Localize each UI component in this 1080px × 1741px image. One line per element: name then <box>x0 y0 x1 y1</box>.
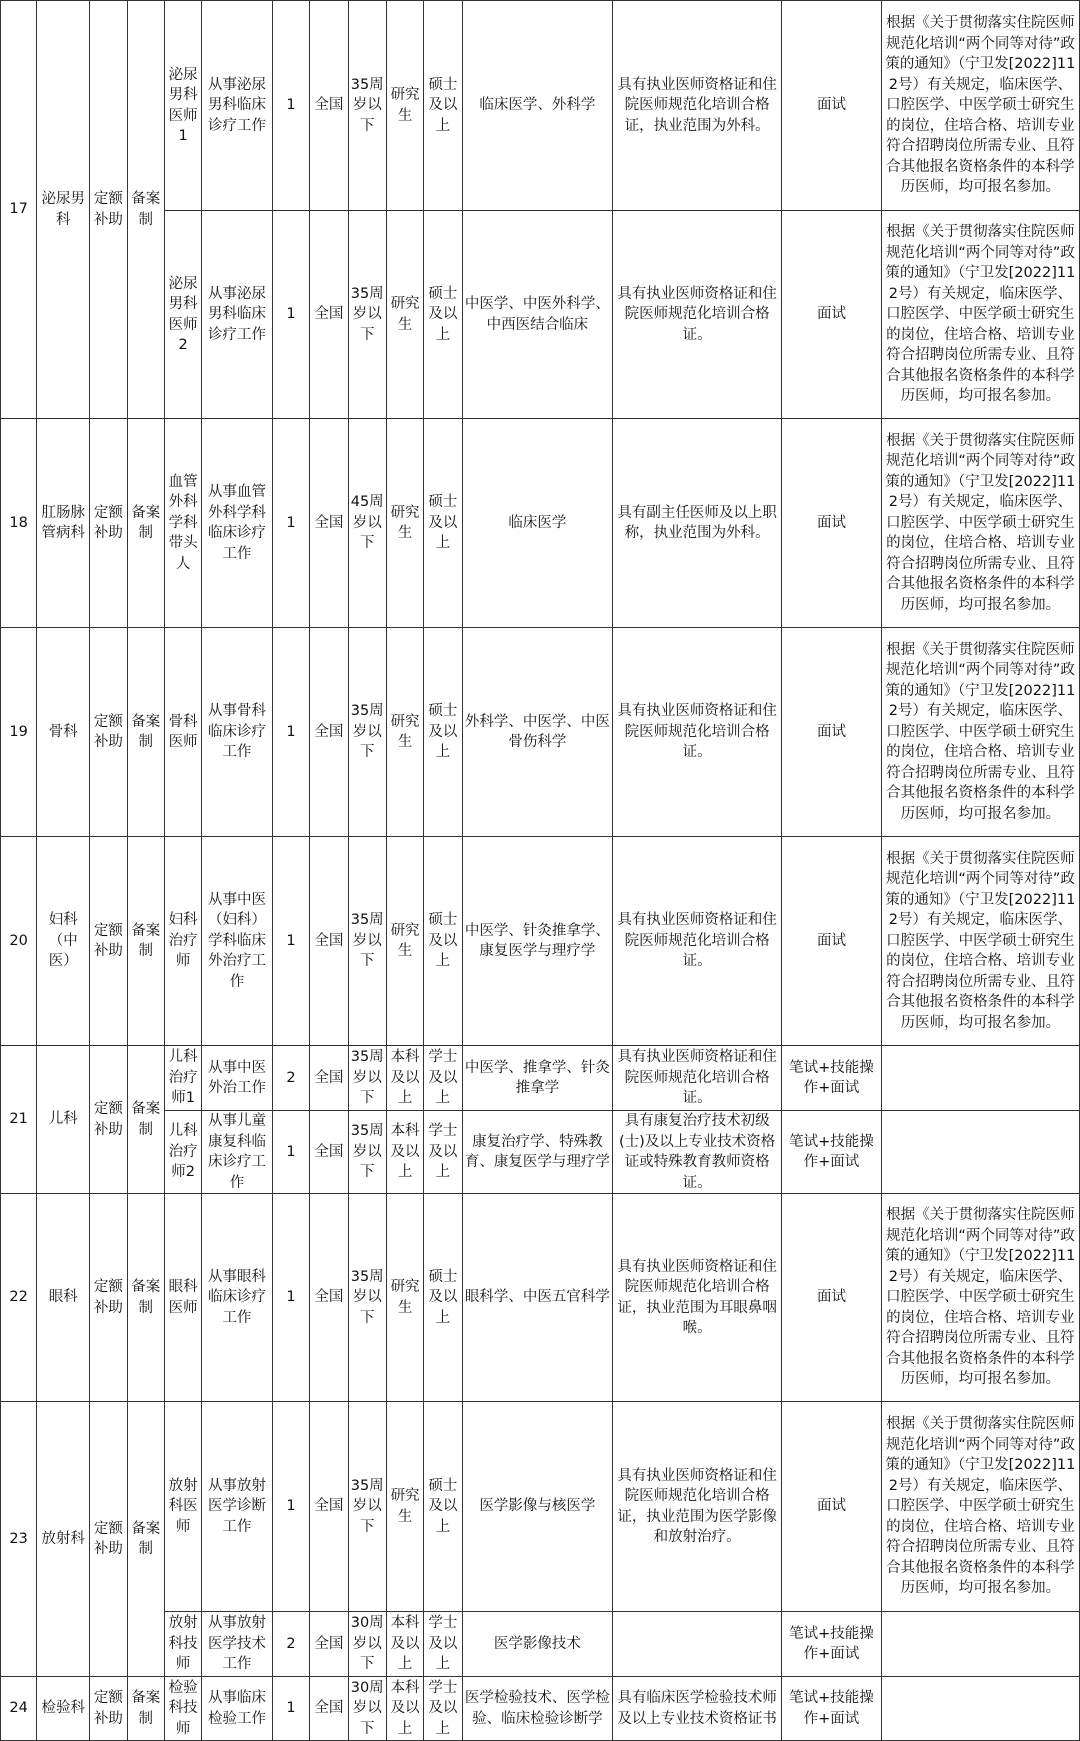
requirements-cell: 具有执业医师资格证和住院医师规范化培训合格证。 <box>613 1046 782 1111</box>
age-limit-cell: 35周岁以下 <box>348 1402 386 1612</box>
serial-number-cell: 18 <box>1 419 37 628</box>
serial-number-cell: 19 <box>1 628 37 837</box>
degree-cell: 学士及以上 <box>424 1046 462 1111</box>
duty-cell: 从事儿童康复科临床诊疗工作 <box>202 1111 273 1194</box>
table-body <box>1 1 1080 1741</box>
recruit-scope-cell: 全国 <box>310 1402 348 1612</box>
remarks-cell <box>881 1111 1079 1194</box>
post-name-cell: 儿科治疗师2 <box>164 1111 201 1194</box>
remarks-cell: 根据《关于贯彻落实住院医师规范化培训“两个同等对待”政策的通知》（宁卫发[2022]112号）有关规定，临床医学、口腔医学、中医学硕士研究生的岗位，住培合格、培训专业符合招聘岗位所需专业、且符合其他报名资格条件的本科学历医师，均可报名参加。 <box>881 1402 1079 1612</box>
age-limit-cell: 35周岁以下 <box>348 1 386 211</box>
serial-number-cell: 20 <box>1 837 37 1046</box>
age-limit-cell: 30周岁以下 <box>348 1612 386 1677</box>
major-cell: 临床医学、外科学 <box>462 1 612 211</box>
headcount-cell: 2 <box>272 1046 309 1111</box>
staffing-type-cell: 备案制 <box>127 1677 164 1741</box>
degree-cell: 硕士及以上 <box>424 1194 462 1402</box>
remarks-cell: 根据《关于贯彻落实住院医师规范化培训“两个同等对待”政策的通知》（宁卫发[2022]112号）有关规定，临床医学、口腔医学、中医学硕士研究生的岗位，住培合格、培训专业符合招聘岗位所需专业、且符合其他报名资格条件的本科学历医师，均可报名参加。 <box>881 837 1079 1046</box>
requirements-cell: 具有执业医师资格证和住院医师规范化培训合格证，执业范围为外科。 <box>613 1 782 211</box>
duty-cell: 从事泌尿男科临床诊疗工作 <box>202 1 273 211</box>
recruit-scope-cell: 全国 <box>310 1194 348 1402</box>
post-name-cell: 放射科技师 <box>164 1612 201 1677</box>
recruit-scope-cell: 全国 <box>310 1612 348 1677</box>
duty-cell: 从事血管外科学科临床诊疗工作 <box>202 419 273 628</box>
headcount-cell: 1 <box>272 1677 309 1741</box>
duty-cell: 从事泌尿男科临床诊疗工作 <box>202 211 273 419</box>
age-limit-cell: 35周岁以下 <box>348 1111 386 1194</box>
funding-type-cell: 定额补助 <box>90 1402 127 1677</box>
major-cell: 康复治疗学、特殊教育、康复医学与理疗学 <box>462 1111 612 1194</box>
age-limit-cell: 30周岁以下 <box>348 1677 386 1741</box>
serial-number-cell: 21 <box>1 1046 37 1194</box>
recruit-scope-cell: 全国 <box>310 1677 348 1741</box>
requirements-cell <box>613 1612 782 1677</box>
department-cell: 检验科 <box>37 1677 90 1741</box>
major-cell: 医学影像技术 <box>462 1612 612 1677</box>
exam-method-cell: 笔试+技能操作+面试 <box>782 1111 882 1194</box>
funding-type-cell: 定额补助 <box>90 419 127 628</box>
education-cell: 研究生 <box>386 1194 423 1402</box>
remarks-cell: 根据《关于贯彻落实住院医师规范化培训“两个同等对待”政策的通知》（宁卫发[2022]112号）有关规定，临床医学、口腔医学、中医学硕士研究生的岗位，住培合格、培训专业符合招聘岗位所需专业、且符合其他报名资格条件的本科学历医师，均可报名参加。 <box>881 419 1079 628</box>
age-limit-cell: 35周岁以下 <box>348 1046 386 1111</box>
serial-number-cell: 23 <box>1 1402 37 1677</box>
recruit-scope-cell: 全国 <box>310 837 348 1046</box>
remarks-cell <box>881 1612 1079 1677</box>
exam-method-cell: 面试 <box>782 1402 882 1612</box>
recruit-scope-cell: 全国 <box>310 1111 348 1194</box>
education-cell: 本科及以上 <box>386 1111 423 1194</box>
remarks-cell <box>881 1046 1079 1111</box>
department-cell: 儿科 <box>37 1046 90 1194</box>
requirements-cell: 具有执业医师资格证和住院医师规范化培训合格证。 <box>613 628 782 837</box>
recruit-scope-cell: 全国 <box>310 211 348 419</box>
major-cell: 医学影像与核医学 <box>462 1402 612 1612</box>
post-name-cell: 眼科医师 <box>164 1194 201 1402</box>
duty-cell: 从事临床检验工作 <box>202 1677 273 1741</box>
serial-number-cell: 17 <box>1 1 37 419</box>
headcount-cell: 1 <box>272 1402 309 1612</box>
education-cell: 本科及以上 <box>386 1046 423 1111</box>
major-cell: 医学检验技术、医学检验、临床检验诊断学 <box>462 1677 612 1741</box>
department-cell: 泌尿男科 <box>37 1 90 419</box>
serial-number-cell: 22 <box>1 1194 37 1402</box>
requirements-cell: 具有康复治疗技术初级(士)及以上专业技术资格证或特殊教育教师资格证。 <box>613 1111 782 1194</box>
remarks-cell: 根据《关于贯彻落实住院医师规范化培训“两个同等对待”政策的通知》（宁卫发[2022]112号）有关规定，临床医学、口腔医学、中医学硕士研究生的岗位，住培合格、培训专业符合招聘岗位所需专业、且符合其他报名资格条件的本科学历医师，均可报名参加。 <box>881 1194 1079 1402</box>
table-row <box>1 1194 1080 1402</box>
department-cell: 妇科（中医） <box>37 837 90 1046</box>
department-cell: 眼科 <box>37 1194 90 1402</box>
headcount-cell: 1 <box>272 1111 309 1194</box>
exam-method-cell: 面试 <box>782 837 882 1046</box>
age-limit-cell: 35周岁以下 <box>348 628 386 837</box>
requirements-cell: 具有副主任医师及以上职称，执业范围为外科。 <box>613 419 782 628</box>
requirements-cell: 具有执业医师资格证和住院医师规范化培训合格证，执业范围为耳眼鼻咽喉。 <box>613 1194 782 1402</box>
major-cell: 中医学、中医外科学、中西医结合临床 <box>462 211 612 419</box>
staffing-type-cell: 备案制 <box>127 1046 164 1194</box>
exam-method-cell: 面试 <box>782 419 882 628</box>
recruit-scope-cell: 全国 <box>310 628 348 837</box>
department-cell: 肛肠脉管病科 <box>37 419 90 628</box>
degree-cell: 学士及以上 <box>424 1612 462 1677</box>
post-name-cell: 泌尿男科医师2 <box>164 211 201 419</box>
education-cell: 本科及以上 <box>386 1677 423 1741</box>
headcount-cell: 1 <box>272 211 309 419</box>
remarks-cell: 根据《关于贯彻落实住院医师规范化培训“两个同等对待”政策的通知》（宁卫发[2022]112号）有关规定，临床医学、口腔医学、中医学硕士研究生的岗位，住培合格、培训专业符合招聘岗位所需专业、且符合其他报名资格条件的本科学历医师，均可报名参加。 <box>881 1 1079 211</box>
degree-cell: 学士及以上 <box>424 1677 462 1741</box>
degree-cell: 硕士及以上 <box>424 1402 462 1612</box>
degree-cell: 硕士及以上 <box>424 211 462 419</box>
staffing-type-cell: 备案制 <box>127 1194 164 1402</box>
major-cell: 中医学、针灸推拿学、康复医学与理疗学 <box>462 837 612 1046</box>
degree-cell: 学士及以上 <box>424 1111 462 1194</box>
education-cell: 研究生 <box>386 837 423 1046</box>
major-cell: 临床医学 <box>462 419 612 628</box>
funding-type-cell: 定额补助 <box>90 1 127 419</box>
post-name-cell: 妇科治疗师 <box>164 837 201 1046</box>
exam-method-cell: 面试 <box>782 1194 882 1402</box>
headcount-cell: 1 <box>272 628 309 837</box>
requirements-cell: 具有临床医学检验技术师及以上专业技术资格证书 <box>613 1677 782 1741</box>
major-cell: 眼科学、中医五官科学 <box>462 1194 612 1402</box>
exam-method-cell: 笔试+技能操作+面试 <box>782 1046 882 1111</box>
funding-type-cell: 定额补助 <box>90 1194 127 1402</box>
headcount-cell: 1 <box>272 419 309 628</box>
education-cell: 研究生 <box>386 628 423 837</box>
staffing-type-cell: 备案制 <box>127 1 164 419</box>
headcount-cell: 1 <box>272 837 309 1046</box>
table-row <box>1 837 1080 1046</box>
remarks-cell: 根据《关于贯彻落实住院医师规范化培训“两个同等对待”政策的通知》（宁卫发[2022]112号）有关规定，临床医学、口腔医学、中医学硕士研究生的岗位，住培合格、培训专业符合招聘岗位所需专业、且符合其他报名资格条件的本科学历医师，均可报名参加。 <box>881 628 1079 837</box>
degree-cell: 硕士及以上 <box>424 1 462 211</box>
funding-type-cell: 定额补助 <box>90 1046 127 1194</box>
exam-method-cell: 面试 <box>782 628 882 837</box>
degree-cell: 硕士及以上 <box>424 837 462 1046</box>
exam-method-cell: 笔试+技能操作+面试 <box>782 1677 882 1741</box>
table-row <box>1 628 1080 837</box>
age-limit-cell: 35周岁以下 <box>348 837 386 1046</box>
headcount-cell: 1 <box>272 1 309 211</box>
table-row <box>1 1677 1080 1741</box>
table-row <box>1 1402 1080 1612</box>
staffing-type-cell: 备案制 <box>127 837 164 1046</box>
major-cell: 外科学、中医学、中医骨伤科学 <box>462 628 612 837</box>
remarks-cell: 根据《关于贯彻落实住院医师规范化培训“两个同等对待”政策的通知》（宁卫发[2022]112号）有关规定，临床医学、口腔医学、中医学硕士研究生的岗位，住培合格、培训专业符合招聘岗位所需专业、且符合其他报名资格条件的本科学历医师，均可报名参加。 <box>881 211 1079 419</box>
degree-cell: 硕士及以上 <box>424 419 462 628</box>
duty-cell: 从事骨科临床诊疗工作 <box>202 628 273 837</box>
recruit-scope-cell: 全国 <box>310 419 348 628</box>
education-cell: 研究生 <box>386 211 423 419</box>
duty-cell: 从事放射医学诊断工作 <box>202 1402 273 1612</box>
recruit-scope-cell: 全国 <box>310 1 348 211</box>
duty-cell: 从事眼科临床诊疗工作 <box>202 1194 273 1402</box>
duty-cell: 从事中医（妇科）学科临床外治疗工作 <box>202 837 273 1046</box>
degree-cell: 硕士及以上 <box>424 628 462 837</box>
funding-type-cell: 定额补助 <box>90 1677 127 1741</box>
post-name-cell: 血管外科学科带头人 <box>164 419 201 628</box>
remarks-cell <box>881 1677 1079 1741</box>
staffing-type-cell: 备案制 <box>127 628 164 837</box>
post-name-cell: 检验科技师 <box>164 1677 201 1741</box>
staffing-type-cell: 备案制 <box>127 419 164 628</box>
major-cell: 中医学、推拿学、针灸推拿学 <box>462 1046 612 1111</box>
age-limit-cell: 35周岁以下 <box>348 211 386 419</box>
requirements-cell: 具有执业医师资格证和住院医师规范化培训合格证。 <box>613 211 782 419</box>
table-row <box>1 1046 1080 1111</box>
education-cell: 研究生 <box>386 1 423 211</box>
staffing-type-cell: 备案制 <box>127 1402 164 1677</box>
post-name-cell: 放射科医师 <box>164 1402 201 1612</box>
funding-type-cell: 定额补助 <box>90 837 127 1046</box>
recruit-scope-cell: 全国 <box>310 1046 348 1111</box>
education-cell: 研究生 <box>386 419 423 628</box>
education-cell: 研究生 <box>386 1402 423 1612</box>
exam-method-cell: 面试 <box>782 1 882 211</box>
duty-cell: 从事放射医学技术工作 <box>202 1612 273 1677</box>
duty-cell: 从事中医外治工作 <box>202 1046 273 1111</box>
exam-method-cell: 笔试+技能操作+面试 <box>782 1612 882 1677</box>
exam-method-cell: 面试 <box>782 211 882 419</box>
education-cell: 本科及以上 <box>386 1612 423 1677</box>
table-row <box>1 1 1080 211</box>
age-limit-cell: 45周岁以下 <box>348 419 386 628</box>
department-cell: 骨科 <box>37 628 90 837</box>
headcount-cell: 1 <box>272 1194 309 1402</box>
age-limit-cell: 35周岁以下 <box>348 1194 386 1402</box>
requirements-cell: 具有执业医师资格证和住院医师规范化培训合格证。 <box>613 837 782 1046</box>
table-row <box>1 419 1080 628</box>
serial-number-cell: 24 <box>1 1677 37 1741</box>
requirements-cell: 具有执业医师资格证和住院医师规范化培训合格证，执业范围为医学影像和放射治疗。 <box>613 1402 782 1612</box>
department-cell: 放射科 <box>37 1402 90 1677</box>
post-name-cell: 泌尿男科医师1 <box>164 1 201 211</box>
funding-type-cell: 定额补助 <box>90 628 127 837</box>
headcount-cell: 2 <box>272 1612 309 1677</box>
post-name-cell: 儿科治疗师1 <box>164 1046 201 1111</box>
post-name-cell: 骨科医师 <box>164 628 201 837</box>
